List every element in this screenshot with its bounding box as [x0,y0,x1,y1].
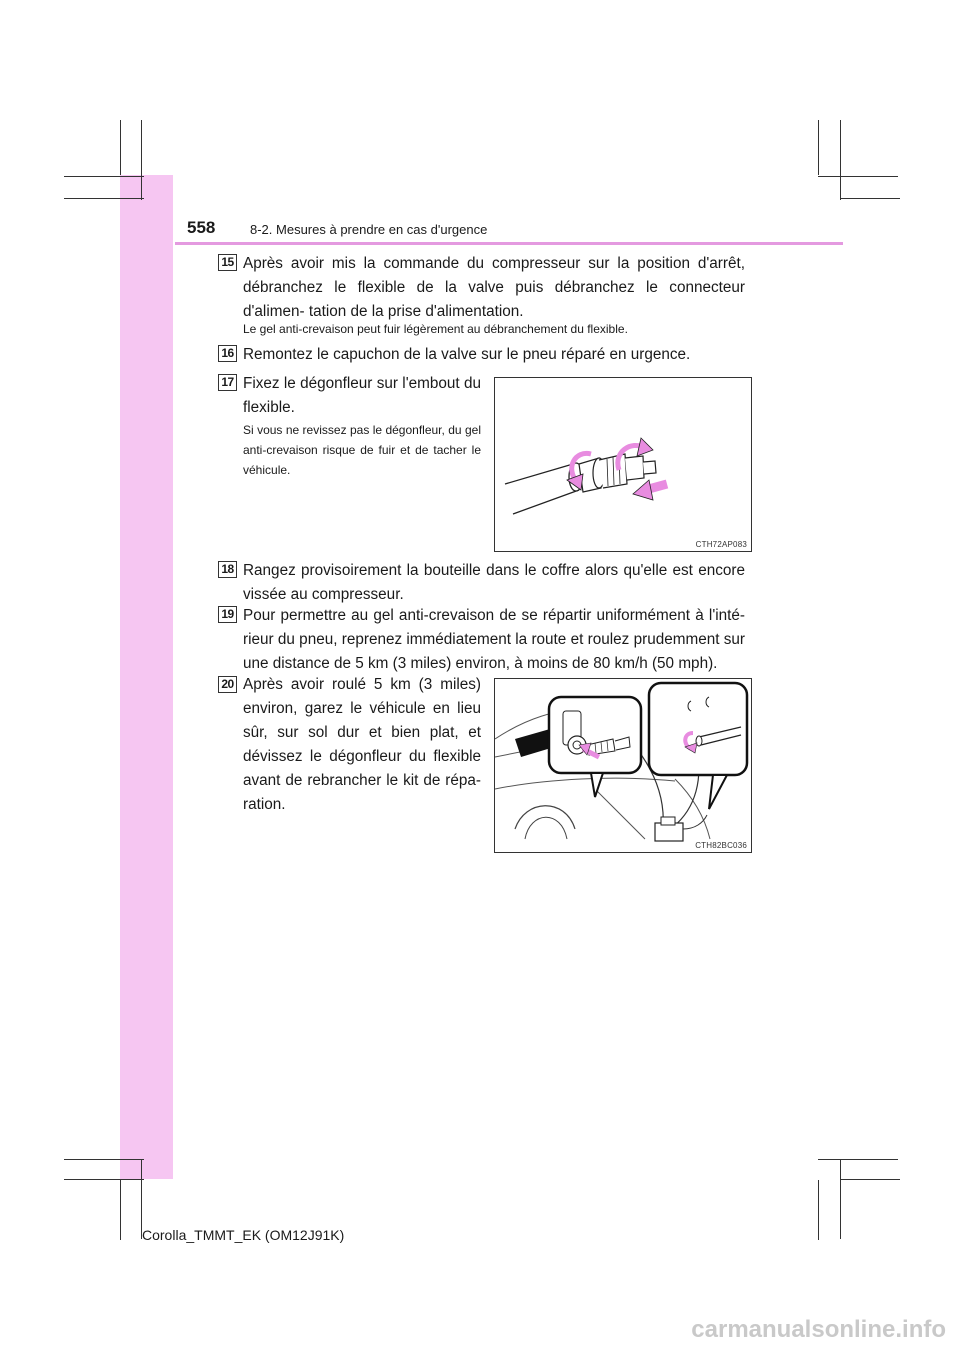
chapter-sidebar-band [120,175,173,1179]
crop-mark [818,176,898,177]
step-number-15: 15 [218,254,237,271]
crop-mark [818,1159,898,1160]
step-number-16: 16 [218,345,237,362]
step-17-note: Si vous ne revissez pas le dégonfleur, du gel anti-crevaison risque de fuir et de tacher le véhicule. [243,423,481,477]
crop-mark [64,1159,144,1160]
crop-mark [64,176,144,177]
crop-mark [818,1180,819,1240]
step-number-20: 20 [218,676,237,693]
crop-mark [64,1179,144,1180]
step-15-note: Le gel anti-crevaison peut fuir légèrement au débranchement du flexible. [243,322,628,336]
crop-mark [141,120,142,200]
car-deflator-figure [494,678,752,853]
crop-mark [840,1159,841,1239]
deflator-figure [494,377,752,552]
crop-mark [64,198,144,199]
step-number-19: 19 [218,606,237,623]
crop-mark [818,120,819,175]
step-number-17: 17 [218,374,237,391]
step-15-text: Après avoir mis la commande du compresseur sur la position d'arrêt, débranchez le flexible de la valve puis débranchez le connecteur d'alimen- tation de la prise d'alimentation. [243,255,745,320]
crop-mark [120,120,121,175]
figure-code: CTH72AP083 [695,540,747,549]
crop-mark [840,198,900,199]
crop-mark [120,1180,121,1240]
watermark: carmanualsonline.info [691,1316,946,1343]
section-title: 8-2. Mesures à prendre en cas d'urgence [250,222,488,237]
crop-mark [840,120,841,200]
step-number-18: 18 [218,561,237,578]
step-20-text: Après avoir roulé 5 km (3 miles) environ, garez le véhicule en lieu sûr, sur sol dur et bien plat, et dévissez le dégonfleur du flexible avant de rebrancher le kit de répa- ration. [243,676,481,813]
deflator-illustration [495,378,751,551]
step-19-text: Pour permettre au gel anti-crevaison de se répartir uniformément à l'inté- rieur du pneu, reprenez immédiatement la route et roulez prudemment sur une distance de 5 km (3 miles) environ, à moins de 80 km/h (50 mph). [243,607,745,672]
header-rule [175,242,843,245]
figure-code: CTH82BC036 [695,841,747,850]
crop-mark [840,1179,900,1180]
step-18-text: Rangez provisoirement la bouteille dans le coffre alors qu'elle est encore vissée au compresseur. [243,562,745,603]
step-17-text: Fixez le dégonfleur sur l'embout du flexible. [243,375,481,416]
step-16-text: Remontez le capuchon de la valve sur le pneu réparé en urgence. [243,346,691,363]
car-illustration [495,679,751,852]
document-id: Corolla_TMMT_EK (OM12J91K) [142,1227,345,1243]
page-number: 558 [187,218,216,237]
